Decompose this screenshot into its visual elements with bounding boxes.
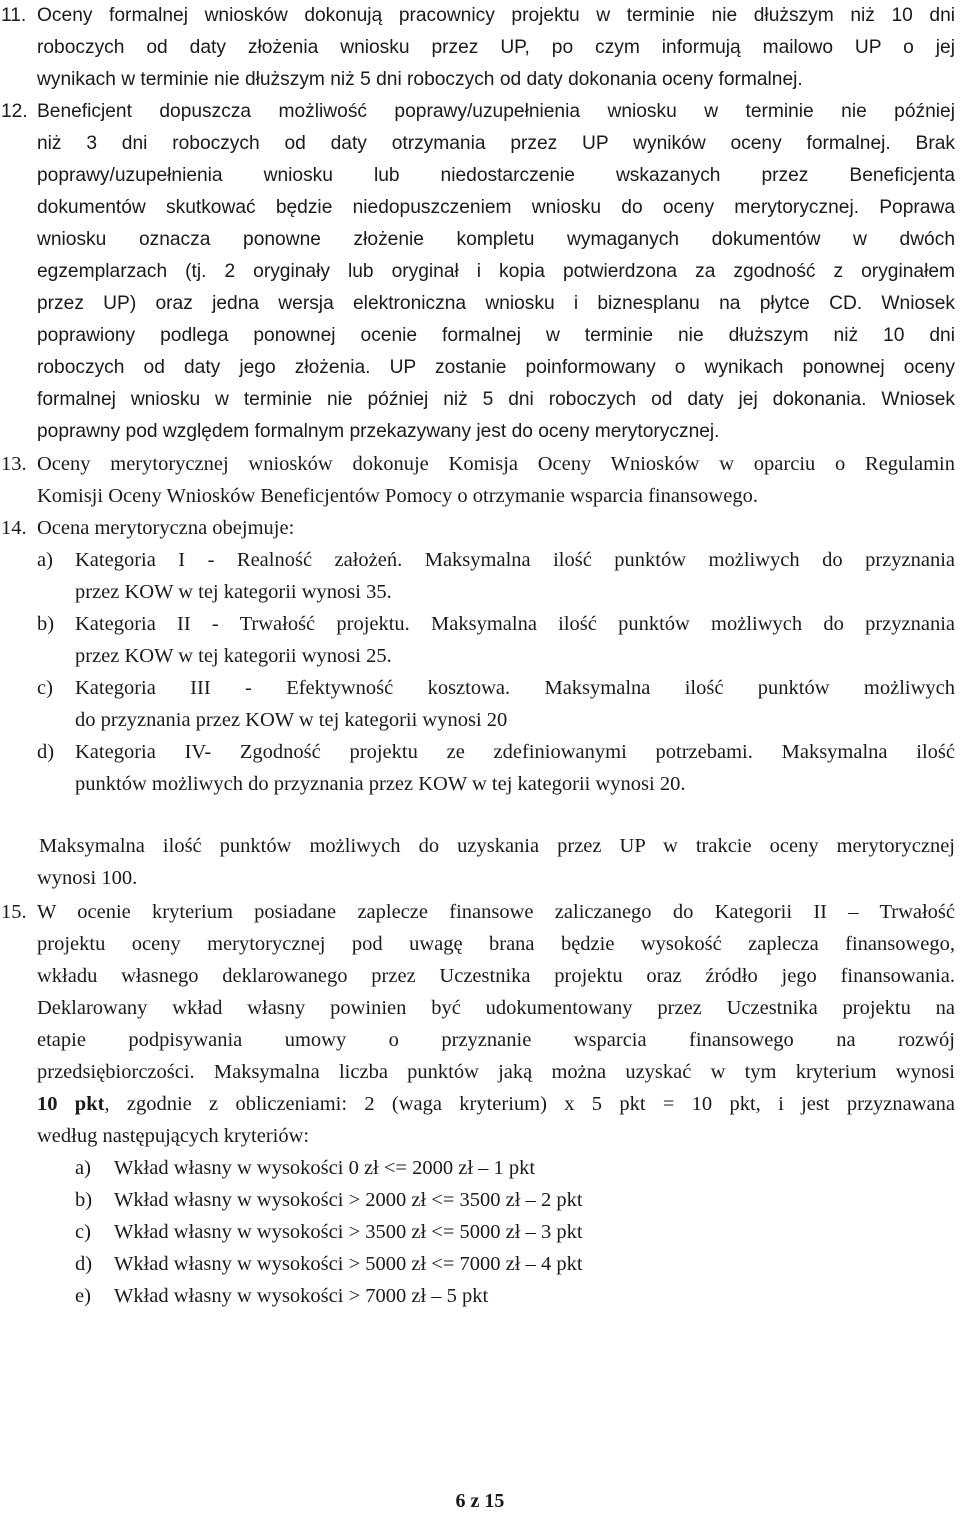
subitem-label: c) [37,677,53,699]
item-15-line: W ocenie kryterium posiadane zaplecze finansowe zaliczanego do Kategorii II – Trwałość [37,901,955,923]
subitem-line: przez KOW w tej kategorii wynosi 25. [75,645,392,667]
criterion-label: a) [75,1157,91,1179]
subitem-label: a) [37,549,53,571]
item-11-line: roboczych od daty złożenia wniosku przez UP, po czym informują mailowo UP o jej [37,37,955,58]
item-number-14: 14. [1,517,27,539]
item-12-line: roboczych od daty jego złożenia. UP zostanie poinformowany o wynikach ponownej oceny [37,357,955,378]
item-13-line: Komisji Oceny Wniosków Beneficjentów Pomocy o otrzymanie wsparcia finansowego. [37,485,758,507]
item-12-line: poprawiony podlega ponownej ocenie formalnej w terminie nie dłuższym niż 10 dni [37,325,955,346]
subitem-line: Kategoria I - Realność założeń. Maksymalna ilość punktów możliwych do przyznania [75,549,955,571]
item-11-line: wynikach w terminie nie dłuższym niż 5 dni roboczych od daty dokonania oceny formalnej. [37,69,803,90]
item-15-line: etapie podpisywania umowy o przyznanie wsparcia finansowego na rozwój [37,1029,955,1051]
item-12-line: formalnej wniosku w terminie nie później niż 5 dni roboczych od daty jej dokonania. Wniosek [37,389,955,410]
criterion-text: Wkład własny w wysokości > 5000 zł <= 7000 zł – 4 pkt [114,1253,583,1275]
item-11-line: Oceny formalnej wniosków dokonują pracownicy projektu w terminie nie dłuższym niż 10 dni [37,5,955,26]
criterion-text: Wkład własny w wysokości > 3500 zł <= 5000 zł – 3 pkt [114,1221,583,1243]
item-number-11: 11. [1,5,27,26]
subitem-label: b) [37,613,55,635]
criterion-label: d) [75,1253,93,1275]
subitem-line: do przyznania przez KOW w tej kategorii wynosi 20 [75,709,508,731]
subitem-line: Kategoria II - Trwałość projektu. Maksymalna ilość punktów możliwych do przyznania [75,613,955,635]
item-13-line: Oceny merytorycznej wniosków dokonuje Komisja Oceny Wniosków w oparciu o Regulamin [37,453,955,475]
subitem-label: d) [37,741,55,763]
item-15-line: Deklarowany wkład własny powinien być udokumentowany przez Uczestnika projektu na [37,997,955,1019]
item-12-line: dokumentów skutkować będzie niedopuszczeniem wniosku do oceny merytorycznej. Poprawa [37,197,955,218]
subitem-line: punktów możliwych do przyznania przez KOW w tej kategorii wynosi 20. [75,773,686,795]
item-12-line: przez UP) oraz jedna wersja elektroniczna wniosku i biznesplanu na płytce CD. Wniosek [37,293,955,314]
item-number-13: 13. [1,453,27,475]
criterion-text: Wkład własny w wysokości > 7000 zł – 5 pkt [114,1285,489,1307]
item-number-15: 15. [1,901,27,923]
points-text: , zgodnie z obliczeniami: 2 (waga kryterium) x 5 pkt = 10 pkt, i jest przyznawana [104,1093,955,1115]
item-12-line: poprawny pod względem formalnym przekazywany jest do oceny merytorycznej. [37,421,720,442]
item-12-line: niż 3 dni roboczych od daty otrzymania przez UP wyników oceny formalnej. Brak [37,133,955,154]
criterion-label: b) [75,1189,93,1211]
subitem-line: przez KOW w tej kategorii wynosi 35. [75,581,392,603]
item-15-line: wkładu własnego deklarowanego przez Uczestnika projektu oraz źródło jego finansowania. [37,965,955,987]
points-bold: 10 pkt [37,1093,105,1115]
criterion-label: e) [75,1285,91,1307]
item-15-line: według następujących kryteriów: [37,1125,310,1147]
item-15-line-7 [37,1088,955,1120]
subitem-line: Kategoria III - Efektywność kosztowa. Maksymalna ilość punktów możliwych [75,677,955,699]
item-12-line: Beneficjent dopuszcza możliwość poprawy/uzupełnienia wniosku w terminie nie później [37,101,955,122]
item-15-line: przedsiębiorczości. Maksymalna liczba punktów jaką można uzyskać w tym kryterium wynosi [37,1061,955,1083]
summary-line: wynosi 100. [37,867,138,889]
item-15-line: projektu oceny merytorycznej pod uwagę brana będzie wysokość zaplecza finansowego, [37,933,955,955]
criterion-label: c) [75,1221,91,1243]
item-number-12: 12. [1,101,28,122]
item-12-line: poprawy/uzupełnienia wniosku lub niedostarczenie wskazanych przez Beneficjenta [37,165,955,186]
criterion-text: Wkład własny w wysokości > 2000 zł <= 3500 zł – 2 pkt [114,1189,583,1211]
item-12-line: egzemplarzach (tj. 2 oryginały lub oryginał i kopia potwierdzona za zgodność z oryginałem [37,261,955,282]
summary-line: Maksymalna ilość punktów możliwych do uzyskania przez UP w trakcie oceny merytorycznej [39,835,955,857]
page-number: 6 z 15 [455,1490,505,1512]
item-14-intro: Ocena merytoryczna obejmuje: [37,517,295,539]
item-12-line: wniosku oznacza ponowne złożenie kompletu wymaganych dokumentów w dwóch [37,229,955,250]
subitem-line: Kategoria IV- Zgodność projektu ze zdefiniowanymi potrzebami. Maksymalna ilość [75,741,955,763]
criterion-text: Wkład własny w wysokości 0 zł <= 2000 zł – 1 pkt [114,1157,536,1179]
